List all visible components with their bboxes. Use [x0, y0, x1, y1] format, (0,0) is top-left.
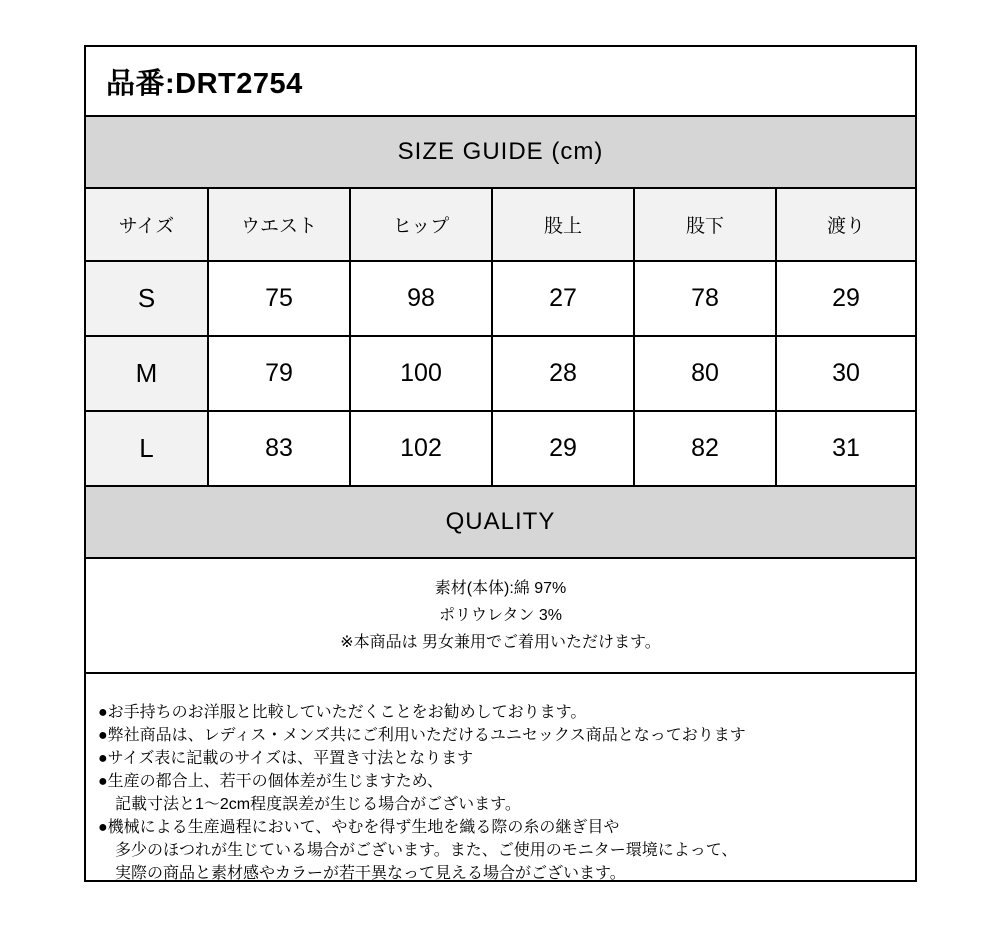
column-header-size: サイズ — [85, 188, 208, 261]
cell-value: 100 — [350, 336, 492, 411]
cell-value: 102 — [350, 411, 492, 486]
note-line: ●機械による生産過程において、やむを得ず生地を織る際の糸の継ぎ目や — [98, 819, 620, 836]
cell-value: 28 — [492, 336, 634, 411]
cell-value: 83 — [208, 411, 350, 486]
note-line: 記載寸法と1～2cm程度誤差が生じる場合がございます。 — [115, 796, 521, 813]
product-number-label: 品番:DRT2754 — [106, 67, 303, 100]
quality-content-box — [84, 557, 917, 674]
size-guide-title: SIZE GUIDE (cm) — [397, 138, 604, 165]
table-row-l — [85, 411, 916, 486]
table-row-m — [85, 336, 916, 411]
cell-value: 79 — [208, 336, 350, 411]
quality-header-bar — [84, 485, 917, 559]
size-label: S — [85, 261, 208, 336]
column-header-rise: 股上 — [492, 188, 634, 261]
cell-value: 80 — [634, 336, 776, 411]
column-header-thigh: 渡り — [776, 188, 916, 261]
note-line: 多少のほつれが生じている場合がございます。また、ご使用のモニター環境によって、 — [115, 842, 738, 859]
table-row-s — [85, 261, 916, 336]
quality-line-unisex-note: ※本商品は 男女兼用でご着用いただけます。 — [340, 634, 661, 651]
quality-line-polyurethane: ポリウレタン 3% — [439, 607, 562, 624]
column-header-waist: ウエスト — [208, 188, 350, 261]
cell-value: 78 — [634, 261, 776, 336]
note-line: ●生産の都合上、若干の個体差が生じますため、 — [98, 773, 444, 790]
size-table — [84, 187, 917, 487]
column-header-inseam: 股下 — [634, 188, 776, 261]
cell-value: 27 — [492, 261, 634, 336]
notes-box — [84, 672, 917, 882]
cell-value: 29 — [492, 411, 634, 486]
note-line: 実際の商品と素材感やカラーが若干異なって見える場合がございます。 — [115, 865, 626, 882]
size-table-header-row — [85, 188, 916, 261]
quality-line-material: 素材(本体):綿 97% — [434, 580, 567, 597]
cell-value: 31 — [776, 411, 916, 486]
column-header-hip: ヒップ — [350, 188, 492, 261]
quality-title: QUALITY — [445, 508, 556, 535]
note-line: ●サイズ表に記載のサイズは、平置き寸法となります — [98, 750, 474, 767]
cell-value: 75 — [208, 261, 350, 336]
cell-value: 82 — [634, 411, 776, 486]
size-spec-sheet — [84, 45, 917, 882]
note-line: ●お手持ちのお洋服と比較していただくことをお勧めしております。 — [98, 704, 587, 721]
size-label: L — [85, 411, 208, 486]
note-line: ●弊社商品は、レディス・メンズ共にご利用いただけるユニセックス商品となっております — [98, 727, 746, 744]
cell-value: 29 — [776, 261, 916, 336]
cell-value: 98 — [350, 261, 492, 336]
size-guide-header-bar — [84, 115, 917, 189]
cell-value: 30 — [776, 336, 916, 411]
product-number-box — [84, 45, 917, 117]
size-label: M — [85, 336, 208, 411]
